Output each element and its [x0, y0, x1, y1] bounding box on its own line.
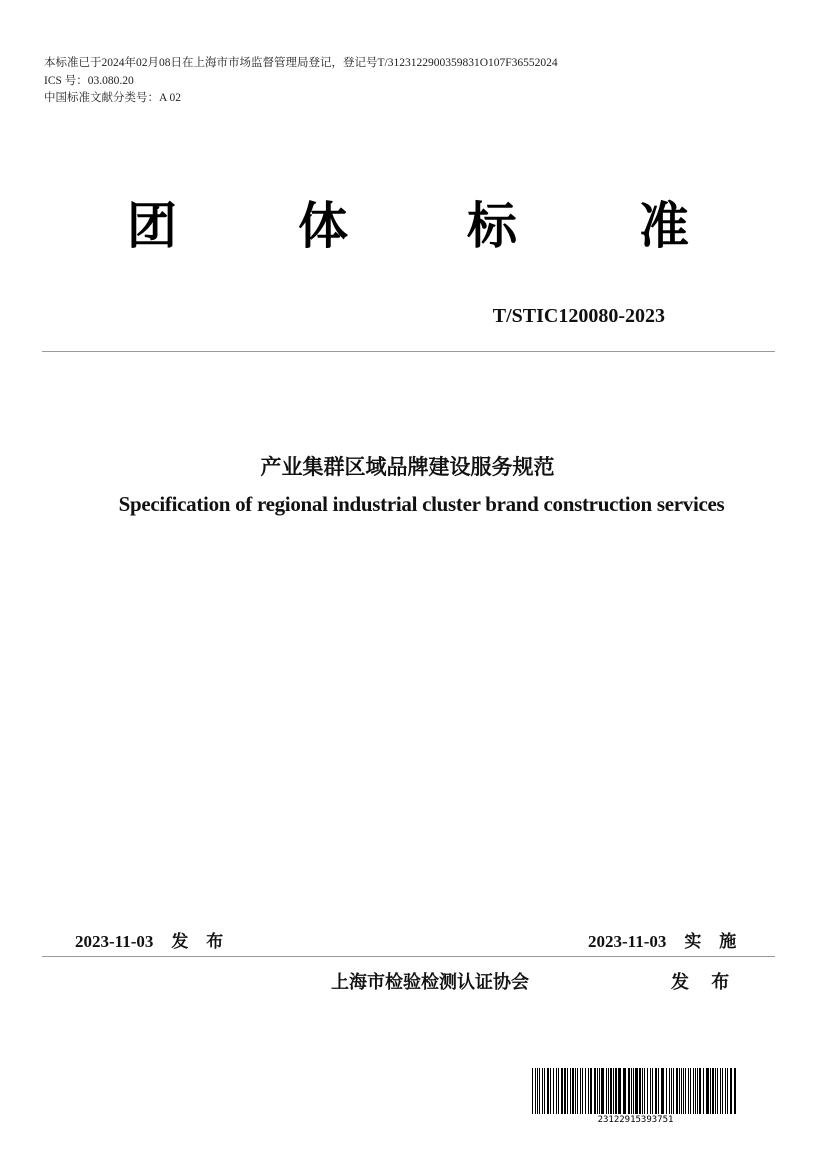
barcode-bar [661, 1068, 664, 1114]
doc-type-char: 准 [639, 197, 689, 255]
barcode-bar [585, 1068, 586, 1114]
barcode-bar [561, 1068, 563, 1114]
doc-type-char: 标 [467, 197, 517, 255]
barcode-bar [647, 1068, 648, 1114]
barcode-bar [710, 1068, 711, 1114]
barcode-bar [688, 1068, 689, 1114]
barcode-bar [590, 1068, 592, 1114]
barcode-bar [599, 1068, 600, 1114]
ccs-number: 中国标准文献分类号：A 02 [44, 92, 182, 104]
barcode-bar [712, 1068, 714, 1114]
publish-date: 2023-11-03 [75, 932, 154, 951]
publish-date-block [75, 927, 229, 952]
barcode-bar [715, 1068, 716, 1114]
barcode-bar [570, 1068, 571, 1114]
barcode-bar [671, 1068, 672, 1114]
implement-date: 2023-11-03 [588, 932, 667, 951]
top-divider [42, 351, 775, 352]
publisher-action: 发 布 [671, 972, 738, 993]
barcode-bar [642, 1068, 643, 1114]
barcode-bar [542, 1068, 543, 1114]
title-chinese: 产业集群区域品牌建设服务规范 [260, 455, 555, 479]
barcode-bar [535, 1068, 536, 1114]
barcode-bars [530, 1068, 741, 1114]
publish-label: 发 布 [171, 932, 230, 952]
barcode-bar [693, 1068, 694, 1114]
barcode-bar [734, 1068, 736, 1114]
barcode-bar [683, 1068, 684, 1114]
barcode-bar [556, 1068, 557, 1114]
barcode-bar [588, 1068, 589, 1114]
barcode-bar [608, 1068, 609, 1114]
barcode-bar [580, 1068, 581, 1114]
barcode-bar [655, 1068, 657, 1114]
barcode-bar [577, 1068, 578, 1114]
barcode-bar [679, 1068, 680, 1114]
title-english: Specification of regional industrial cluster brand construction services [118, 492, 725, 516]
implement-label: 实 施 [684, 932, 743, 952]
barcode-bar [558, 1068, 559, 1114]
barcode-bar [631, 1068, 632, 1114]
barcode-bar [644, 1068, 645, 1114]
barcode-bar [669, 1068, 670, 1114]
standard-number: T/STIC120080-2023 [492, 305, 665, 327]
barcode-number: 23122915393751 [597, 1115, 674, 1125]
barcode-bar [615, 1068, 617, 1114]
barcode-bar [594, 1068, 596, 1114]
barcode-bar [572, 1068, 574, 1114]
barcode-bar [613, 1068, 614, 1114]
barcode-bar [697, 1068, 698, 1114]
barcode-bar [730, 1068, 732, 1114]
barcode-bar [699, 1068, 701, 1114]
barcode-bar [635, 1068, 638, 1114]
barcode-bar [601, 1068, 604, 1114]
barcode-bar [597, 1068, 598, 1114]
implement-date-block [588, 927, 742, 952]
barcode-bar [681, 1068, 682, 1114]
bottom-divider [42, 956, 775, 957]
barcode-bar [582, 1068, 583, 1114]
barcode-bar [725, 1068, 726, 1114]
barcode-bar [547, 1068, 549, 1114]
barcode-bar [532, 1068, 533, 1114]
barcode-bar [658, 1068, 659, 1114]
barcode-bar [537, 1068, 538, 1114]
barcode-bar [673, 1068, 674, 1114]
barcode-bar [567, 1068, 568, 1114]
barcode-bar [553, 1068, 554, 1114]
barcode-bar [564, 1068, 566, 1114]
barcode-bar [544, 1068, 545, 1114]
barcode-bar [575, 1068, 576, 1114]
ics-number: ICS 号：03.080.20 [44, 75, 134, 87]
barcode-bar [650, 1068, 651, 1114]
barcode-bar [606, 1068, 607, 1114]
barcode-bar [618, 1068, 621, 1114]
barcode-bar [676, 1068, 678, 1114]
barcode-bar [610, 1068, 612, 1114]
barcode-bar [717, 1068, 718, 1114]
barcode-bar [695, 1068, 696, 1114]
document-type-heading [0, 186, 815, 255]
barcode-bar [720, 1068, 721, 1114]
barcode-bar [623, 1068, 626, 1114]
barcode-bar [550, 1068, 551, 1114]
barcode-bar [628, 1068, 630, 1114]
barcode-bar [703, 1068, 704, 1114]
barcode-bar [722, 1068, 723, 1114]
barcode-bar [652, 1068, 653, 1114]
barcode-bar [690, 1068, 691, 1114]
barcode-bar [706, 1068, 709, 1114]
registration-note: 本标准已于2024年02月08日在上海市市场监督管理局登记，登记号T/3123122900359831O107F36552024 [44, 57, 558, 69]
barcode-bar [666, 1068, 667, 1114]
barcode-bar [727, 1068, 728, 1114]
barcode-bar [639, 1068, 641, 1114]
doc-type-char: 体 [298, 197, 348, 255]
barcode-bar [685, 1068, 686, 1114]
barcode-bar [633, 1068, 634, 1114]
barcode [530, 1068, 741, 1125]
publisher-name: 上海市检验检测认证协会 [331, 972, 529, 993]
barcode-bar [539, 1068, 540, 1114]
doc-type-char: 团 [127, 197, 177, 255]
